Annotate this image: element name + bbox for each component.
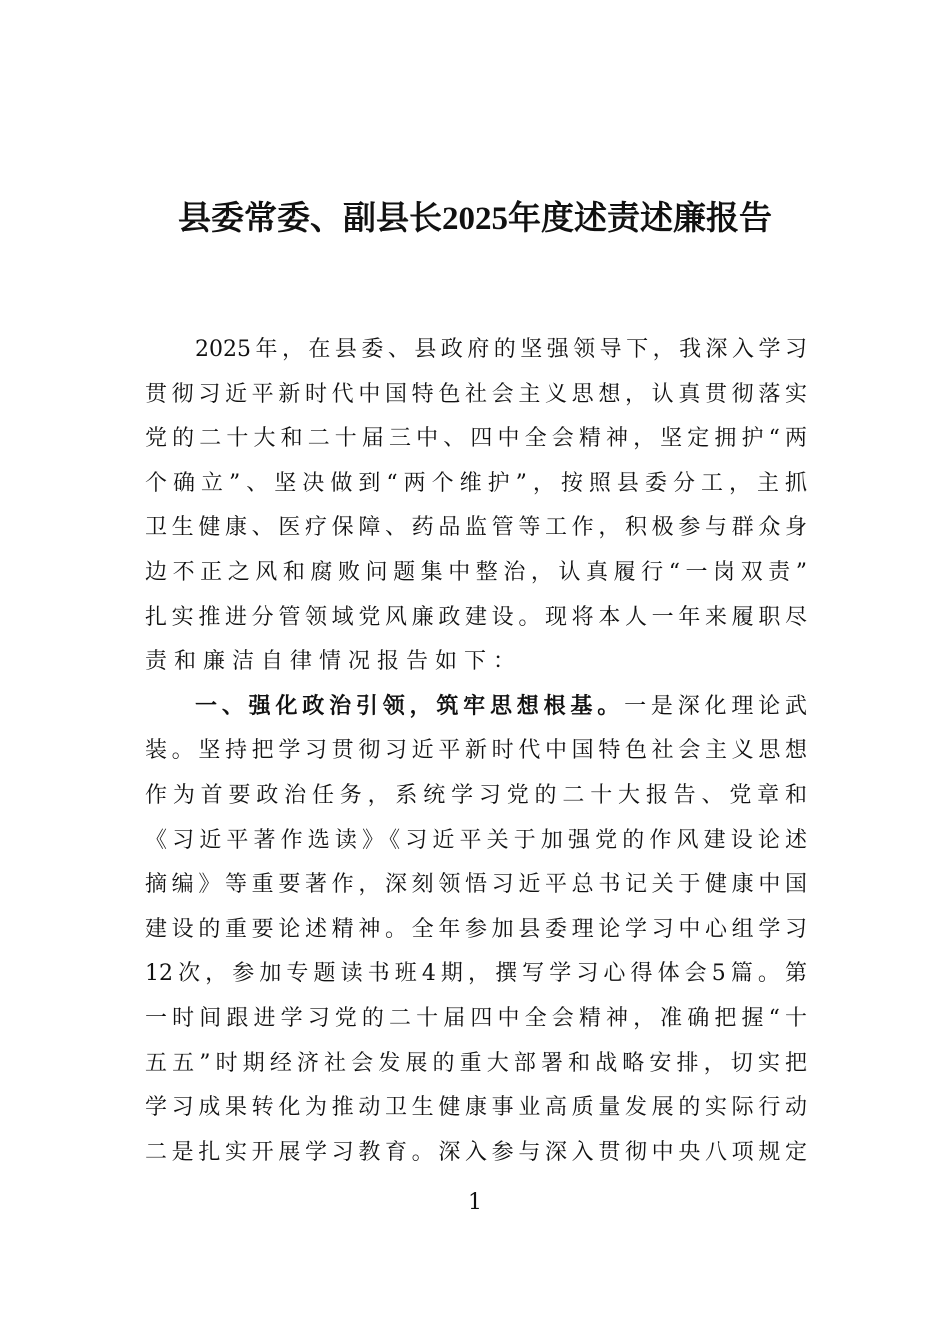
text-line: 贯彻习近平新时代中国特色社会主义思想，认真贯彻落实 bbox=[145, 381, 807, 407]
text-line: 二是扎实开展学习教育。深入参与深入贯彻中央八项规定 bbox=[145, 1139, 807, 1165]
page-number: 1 bbox=[468, 1190, 482, 1215]
text-line: 五五”时期经济社会发展的重大部署和战略安排，切实把 bbox=[145, 1050, 807, 1076]
document-title: 县委常委、副县长2025年度述责述廉报告 bbox=[178, 201, 772, 237]
text-line: 扎实推进分管领域党风廉政建设。现将本人一年来履职尽 bbox=[145, 604, 807, 630]
text-line: 学习成果转化为推动卫生健康事业高质量发展的实际行动 bbox=[145, 1095, 807, 1121]
text-line: 责和廉洁自律情况报告如下： bbox=[145, 649, 523, 675]
paragraph-section-one bbox=[145, 685, 807, 1176]
text-line: 摘编》等重要著作，深刻领悟习近平总书记关于健康中国 bbox=[145, 872, 807, 898]
text-line: 装。坚持把学习贯彻习近平新时代中国特色社会主义思想 bbox=[145, 738, 807, 764]
document-body bbox=[145, 328, 807, 1175]
text-line: 建设的重要论述精神。全年参加县委理论学习中心组学习 bbox=[145, 916, 807, 942]
text-line: 个确立”、坚决做到“两个维护”，按照县委分工，主抓 bbox=[145, 470, 807, 496]
section-heading: 一、强化政治引领，筑牢思想根基。 bbox=[195, 693, 625, 719]
text-span: 一是深化理论武 bbox=[624, 693, 807, 719]
text-line: 一时间跟进学习党的二十届四中全会精神，准确把握“十 bbox=[145, 1005, 807, 1031]
paragraph-intro bbox=[145, 328, 807, 685]
text-line: 12次，参加专题读书班4期，撰写学习心得体会5篇。第 bbox=[145, 961, 807, 987]
text-line: 《习近平著作选读》《习近平关于加强党的作风建设论述 bbox=[145, 827, 807, 853]
text-line: 作为首要政治任务，系统学习党的二十大报告、党章和 bbox=[145, 782, 807, 808]
text-line: 边不正之风和腐败问题集中整治，认真履行“一岗双责” bbox=[145, 559, 807, 585]
text-line bbox=[145, 685, 807, 730]
text-line: 卫生健康、医疗保障、药品监管等工作，积极参与群众身 bbox=[145, 515, 807, 541]
text-line: 2025年，在县委、县政府的坚强领导下，我深入学习 bbox=[195, 337, 807, 362]
text-line: 党的二十大和二十届三中、四中全会精神，坚定拥护“两 bbox=[145, 426, 807, 452]
